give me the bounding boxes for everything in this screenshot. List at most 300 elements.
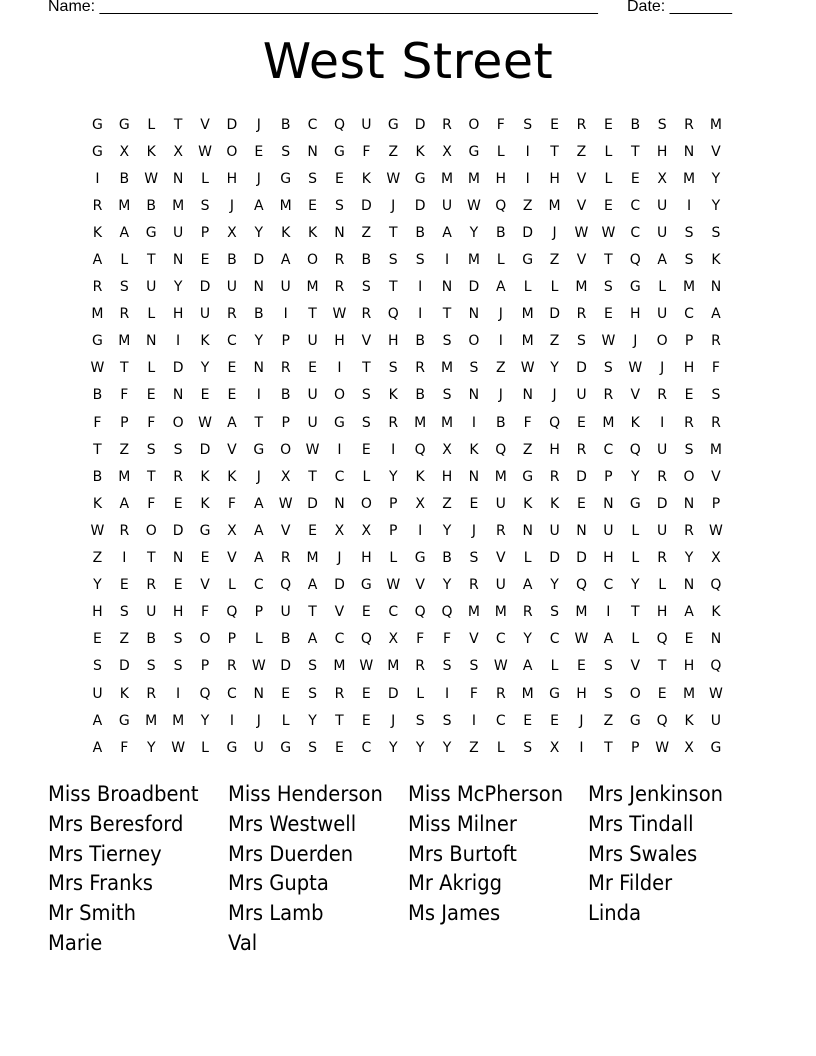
grid-letter[interactable]: S (146, 658, 156, 675)
grid-letter[interactable]: B (227, 252, 237, 269)
grid-letter[interactable]: S (684, 441, 694, 458)
grid-letter[interactable]: P (389, 522, 398, 539)
grid-letter[interactable]: T (93, 441, 102, 458)
grid-letter[interactable]: N (172, 387, 184, 404)
grid-letter[interactable]: A (522, 577, 533, 594)
grid-letter[interactable]: Q (226, 604, 238, 621)
grid-letter[interactable]: S (173, 658, 183, 675)
grid-letter[interactable]: S (603, 685, 613, 702)
grid-letter[interactable]: U (307, 387, 318, 404)
grid-letter[interactable]: H (92, 604, 103, 621)
grid-letter[interactable]: E (308, 197, 317, 214)
grid-letter[interactable]: E (577, 658, 586, 675)
grid-letter[interactable]: S (388, 360, 398, 377)
grid-letter[interactable]: L (631, 631, 640, 648)
grid-letter[interactable]: U (657, 522, 668, 539)
grid-letter[interactable]: V (576, 170, 587, 187)
grid-letter[interactable]: K (630, 414, 640, 431)
grid-letter[interactable]: H (549, 441, 560, 458)
grid-letter[interactable]: R (684, 414, 694, 431)
grid-letter[interactable]: R (92, 279, 103, 296)
grid-letter[interactable]: J (391, 197, 396, 214)
grid-letter[interactable]: C (603, 577, 614, 594)
grid-letter[interactable]: O (307, 252, 319, 269)
grid-letter[interactable]: K (119, 685, 129, 702)
grid-letter[interactable]: Q (414, 604, 426, 621)
grid-letter[interactable]: Q (710, 577, 722, 594)
grid-letter[interactable]: B (415, 333, 425, 350)
grid-letter[interactable]: C (227, 685, 237, 702)
grid-letter[interactable]: A (92, 739, 103, 756)
grid-letter[interactable]: Y (469, 224, 479, 241)
grid-letter[interactable]: H (172, 306, 184, 323)
grid-letter[interactable]: Y (442, 522, 452, 539)
grid-letter[interactable]: M (118, 468, 131, 485)
grid-letter[interactable]: K (200, 495, 210, 512)
grid-letter[interactable]: K (523, 495, 533, 512)
grid-letter[interactable]: H (656, 143, 668, 160)
grid-letter[interactable]: U (657, 441, 668, 458)
grid-letter[interactable]: Z (496, 360, 506, 377)
grid-letter[interactable]: E (550, 712, 560, 729)
grid-letter[interactable]: E (200, 252, 210, 269)
grid-letter[interactable]: Q (656, 631, 668, 648)
grid-letter[interactable]: K (281, 224, 291, 241)
grid-letter[interactable]: F (469, 685, 478, 702)
grid-letter[interactable]: X (415, 495, 425, 512)
grid-letter[interactable]: T (254, 414, 264, 431)
grid-letter[interactable]: G (549, 685, 561, 702)
grid-letter[interactable]: Y (254, 224, 264, 241)
grid-letter[interactable]: M (306, 279, 319, 296)
grid-letter[interactable]: T (604, 252, 613, 269)
grid-letter[interactable]: S (442, 333, 452, 350)
grid-letter[interactable]: B (442, 550, 452, 567)
grid-letter[interactable]: E (335, 739, 344, 756)
grid-letter[interactable]: T (120, 360, 129, 377)
grid-letter[interactable]: F (523, 414, 532, 431)
grid-letter[interactable]: E (361, 685, 371, 702)
grid-letter[interactable]: E (550, 116, 560, 133)
grid-letter[interactable]: M (682, 685, 696, 702)
grid-letter[interactable]: K (92, 224, 103, 241)
grid-letter[interactable]: Q (549, 414, 561, 431)
grid-letter[interactable]: X (657, 170, 667, 187)
grid-letter[interactable]: E (254, 143, 264, 160)
grid-letter[interactable]: U (172, 224, 184, 241)
grid-letter[interactable]: S (388, 252, 398, 269)
grid-letter[interactable]: K (711, 604, 721, 621)
grid-letter[interactable]: E (523, 712, 533, 729)
grid-letter[interactable]: A (711, 306, 721, 323)
grid-letter[interactable]: L (147, 306, 156, 323)
grid-letter[interactable]: S (281, 143, 291, 160)
grid-letter[interactable]: G (92, 116, 103, 133)
grid-letter[interactable]: Z (469, 739, 479, 756)
grid-letter[interactable]: G (199, 522, 211, 539)
grid-letter[interactable]: T (442, 306, 452, 323)
grid-letter[interactable]: K (415, 143, 425, 160)
grid-letter[interactable]: J (391, 712, 396, 729)
grid-letter[interactable]: R (388, 414, 399, 431)
grid-letter[interactable]: P (281, 333, 290, 350)
grid-letter[interactable]: M (333, 658, 346, 675)
grid-letter[interactable]: M (709, 116, 722, 133)
grid-letter[interactable]: D (468, 279, 480, 296)
grid-letter[interactable]: G (92, 333, 103, 350)
grid-letter[interactable]: Y (550, 577, 559, 594)
grid-letter[interactable]: J (498, 387, 503, 404)
grid-letter[interactable]: T (550, 143, 559, 160)
grid-letter[interactable]: M (440, 360, 454, 377)
grid-letter[interactable]: F (120, 739, 129, 756)
grid-letter[interactable]: M (145, 712, 158, 729)
grid-letter[interactable]: E (308, 522, 317, 539)
grid-letter[interactable]: S (603, 279, 613, 296)
grid-letter[interactable]: Q (629, 441, 641, 458)
grid-letter[interactable]: S (577, 333, 586, 350)
grid-letter[interactable]: L (631, 550, 640, 567)
grid-letter[interactable]: S (684, 252, 694, 269)
grid-letter[interactable]: J (256, 170, 261, 187)
grid-letter[interactable]: L (496, 143, 505, 160)
grid-letter[interactable]: B (119, 170, 130, 187)
grid-letter[interactable]: E (361, 441, 371, 458)
grid-letter[interactable]: Y (442, 577, 452, 594)
grid-letter[interactable]: A (254, 522, 264, 539)
grid-letter[interactable]: Z (442, 495, 452, 512)
grid-letter[interactable]: U (603, 522, 614, 539)
grid-letter[interactable]: M (467, 252, 480, 269)
grid-letter[interactable]: X (227, 522, 237, 539)
grid-letter[interactable]: E (577, 495, 586, 512)
grid-letter[interactable]: E (361, 604, 371, 621)
grid-letter[interactable]: W (466, 197, 481, 214)
grid-letter[interactable]: N (253, 279, 265, 296)
grid-letter[interactable]: D (226, 116, 238, 133)
grid-letter[interactable]: Z (522, 197, 533, 214)
grid-letter[interactable]: N (710, 279, 722, 296)
grid-letter[interactable]: S (415, 712, 425, 729)
grid-letter[interactable]: C (549, 631, 560, 648)
grid-letter[interactable]: P (389, 495, 398, 512)
grid-letter[interactable]: P (604, 468, 613, 485)
grid-letter[interactable]: J (498, 306, 503, 323)
grid-letter[interactable]: Z (92, 550, 103, 567)
grid-letter[interactable]: U (280, 279, 291, 296)
grid-letter[interactable]: U (657, 197, 668, 214)
grid-letter[interactable]: E (603, 116, 613, 133)
grid-letter[interactable]: E (200, 550, 210, 567)
grid-letter[interactable]: G (145, 224, 157, 241)
grid-letter[interactable]: P (227, 631, 237, 648)
grid-letter[interactable]: G (334, 414, 345, 431)
grid-letter[interactable]: V (576, 197, 587, 214)
grid-letter[interactable]: W (332, 306, 347, 323)
grid-letter[interactable]: V (496, 550, 506, 567)
grid-letter[interactable]: O (468, 116, 480, 133)
grid-letter[interactable]: A (119, 224, 130, 241)
grid-letter[interactable]: X (119, 143, 130, 160)
grid-letter[interactable]: R (549, 468, 560, 485)
grid-letter[interactable]: W (601, 224, 616, 241)
grid-letter[interactable]: Q (629, 252, 641, 269)
grid-letter[interactable]: G (226, 739, 238, 756)
grid-letter[interactable]: G (253, 441, 265, 458)
grid-letter[interactable]: R (711, 414, 721, 431)
grid-letter[interactable]: P (200, 658, 210, 675)
grid-letter[interactable]: E (227, 360, 237, 377)
grid-letter[interactable]: E (361, 712, 371, 729)
grid-letter[interactable]: T (388, 224, 398, 241)
grid-letter[interactable]: M (440, 414, 454, 431)
grid-letter[interactable]: D (199, 441, 211, 458)
grid-letter[interactable]: O (683, 468, 695, 485)
grid-letter[interactable]: G (280, 739, 292, 756)
grid-letter[interactable]: H (334, 333, 345, 350)
grid-letter[interactable]: R (361, 306, 372, 323)
grid-letter[interactable]: X (227, 224, 237, 241)
grid-letter[interactable]: W (171, 739, 186, 756)
grid-letter[interactable]: N (172, 550, 184, 567)
grid-letter[interactable]: A (92, 252, 103, 269)
grid-letter[interactable]: T (308, 468, 317, 485)
grid-letter[interactable]: R (92, 197, 103, 214)
grid-letter[interactable]: W (709, 685, 723, 702)
grid-letter[interactable]: E (657, 685, 667, 702)
grid-letter[interactable]: J (660, 360, 665, 377)
grid-letter[interactable]: T (388, 279, 398, 296)
grid-letter[interactable]: Y (93, 577, 102, 594)
grid-letter[interactable]: T (146, 252, 156, 269)
grid-letter[interactable]: K (307, 224, 318, 241)
grid-letter[interactable]: X (361, 522, 372, 539)
grid-letter[interactable]: H (629, 306, 641, 323)
grid-letter[interactable]: V (227, 441, 237, 458)
grid-letter[interactable]: G (710, 739, 722, 756)
grid-letter[interactable]: D (118, 658, 130, 675)
grid-letter[interactable]: D (576, 360, 587, 377)
grid-letter[interactable]: K (200, 468, 210, 485)
grid-letter[interactable]: W (144, 170, 159, 187)
grid-letter[interactable]: X (280, 468, 291, 485)
grid-letter[interactable]: I (229, 712, 234, 729)
grid-letter[interactable]: S (711, 387, 721, 404)
grid-letter[interactable]: E (119, 577, 129, 594)
grid-letter[interactable]: U (549, 522, 560, 539)
grid-letter[interactable]: T (657, 658, 667, 675)
grid-letter[interactable]: Q (656, 712, 668, 729)
grid-letter[interactable]: A (442, 224, 452, 241)
grid-letter[interactable]: G (629, 279, 641, 296)
grid-letter[interactable]: R (657, 387, 668, 404)
grid-letter[interactable]: Y (173, 279, 183, 296)
grid-letter[interactable]: R (227, 306, 237, 323)
grid-letter[interactable]: U (361, 116, 372, 133)
grid-letter[interactable]: M (521, 306, 534, 323)
grid-letter[interactable]: X (711, 550, 721, 567)
grid-letter[interactable]: R (603, 387, 614, 404)
grid-letter[interactable]: N (334, 224, 345, 241)
grid-letter[interactable]: Y (415, 739, 425, 756)
grid-letter[interactable]: B (146, 197, 157, 214)
grid-letter[interactable]: G (118, 116, 130, 133)
grid-letter[interactable]: B (146, 631, 157, 648)
grid-letter[interactable]: Q (495, 197, 507, 214)
grid-letter[interactable]: I (686, 197, 692, 214)
grid-letter[interactable]: M (440, 170, 454, 187)
grid-letter[interactable]: M (467, 170, 480, 187)
grid-letter[interactable]: B (92, 468, 103, 485)
grid-letter[interactable]: K (711, 252, 721, 269)
grid-letter[interactable]: I (283, 306, 288, 323)
grid-letter[interactable]: J (552, 387, 557, 404)
grid-letter[interactable]: L (120, 252, 129, 269)
grid-letter[interactable]: Q (414, 441, 426, 458)
grid-letter[interactable]: D (172, 522, 184, 539)
grid-letter[interactable]: M (494, 604, 507, 621)
grid-letter[interactable]: M (279, 197, 292, 214)
grid-letter[interactable]: M (521, 333, 534, 350)
grid-letter[interactable]: D (199, 279, 211, 296)
grid-letter[interactable]: W (386, 170, 401, 187)
grid-letter[interactable]: N (441, 279, 453, 296)
grid-letter[interactable]: R (657, 550, 668, 567)
grid-letter[interactable]: T (308, 306, 317, 323)
grid-letter[interactable]: W (520, 360, 535, 377)
grid-letter[interactable]: L (604, 143, 613, 160)
grid-letter[interactable]: R (711, 333, 721, 350)
grid-letter[interactable]: G (280, 170, 292, 187)
grid-letter[interactable]: G (387, 116, 399, 133)
grid-letter[interactable]: F (711, 360, 720, 377)
grid-letter[interactable]: G (414, 170, 426, 187)
grid-letter[interactable]: W (386, 577, 401, 594)
grid-letter[interactable]: D (549, 306, 560, 323)
grid-letter[interactable]: B (496, 414, 506, 431)
grid-letter[interactable]: B (496, 224, 506, 241)
grid-letter[interactable]: R (119, 522, 130, 539)
grid-letter[interactable]: N (522, 522, 533, 539)
grid-letter[interactable]: M (306, 550, 319, 567)
grid-letter[interactable]: L (550, 658, 559, 675)
grid-letter[interactable]: U (199, 306, 211, 323)
grid-letter[interactable]: S (361, 414, 371, 431)
grid-letter[interactable]: U (495, 577, 506, 594)
grid-letter[interactable]: G (629, 495, 641, 512)
grid-letter[interactable]: N (468, 387, 480, 404)
grid-letter[interactable]: J (471, 522, 476, 539)
grid-letter[interactable]: I (525, 170, 530, 187)
grid-letter[interactable]: R (495, 685, 506, 702)
grid-letter[interactable]: S (657, 116, 667, 133)
grid-letter[interactable]: E (469, 495, 479, 512)
grid-letter[interactable]: M (172, 197, 185, 214)
grid-letter[interactable]: H (656, 604, 668, 621)
grid-letter[interactable]: A (307, 631, 318, 648)
grid-letter[interactable]: W (90, 360, 105, 377)
grid-letter[interactable]: Y (684, 550, 694, 567)
grid-letter[interactable]: U (280, 604, 291, 621)
grid-letter[interactable]: E (684, 631, 694, 648)
grid-letter[interactable]: K (227, 468, 237, 485)
grid-letter[interactable]: K (469, 441, 479, 458)
grid-letter[interactable]: N (334, 495, 345, 512)
grid-letter[interactable]: L (281, 712, 290, 729)
grid-letter[interactable]: Q (495, 441, 507, 458)
grid-letter[interactable]: G (522, 252, 534, 269)
date-field[interactable]: Date: _______ (627, 0, 732, 15)
grid-letter[interactable]: W (278, 495, 293, 512)
grid-letter[interactable]: W (655, 739, 670, 756)
grid-letter[interactable]: D (280, 658, 292, 675)
grid-letter[interactable]: L (523, 279, 532, 296)
grid-letter[interactable]: S (308, 739, 318, 756)
grid-letter[interactable]: C (307, 116, 318, 133)
grid-letter[interactable]: T (604, 739, 613, 756)
grid-letter[interactable]: Y (388, 739, 398, 756)
grid-letter[interactable]: L (201, 739, 209, 756)
grid-letter[interactable]: Q (280, 577, 292, 594)
grid-letter[interactable]: O (280, 441, 292, 458)
grid-letter[interactable]: A (92, 712, 103, 729)
grid-letter[interactable]: X (442, 143, 452, 160)
grid-letter[interactable]: Y (630, 468, 640, 485)
grid-letter[interactable]: N (468, 306, 480, 323)
grid-letter[interactable]: I (391, 441, 396, 458)
grid-letter[interactable]: E (146, 387, 156, 404)
grid-letter[interactable]: G (468, 143, 480, 160)
grid-letter[interactable]: A (307, 577, 318, 594)
grid-letter[interactable]: R (442, 116, 452, 133)
grid-letter[interactable]: I (122, 550, 127, 567)
grid-letter[interactable]: H (226, 170, 238, 187)
grid-letter[interactable]: R (146, 685, 157, 702)
grid-letter[interactable]: L (416, 685, 425, 702)
grid-letter[interactable]: Z (549, 333, 560, 350)
grid-letter[interactable]: N (145, 333, 157, 350)
grid-letter[interactable]: I (471, 712, 476, 729)
grid-letter[interactable]: T (630, 143, 640, 160)
grid-letter[interactable]: M (467, 604, 480, 621)
grid-letter[interactable]: I (418, 279, 423, 296)
grid-letter[interactable]: L (254, 631, 263, 648)
grid-letter[interactable]: D (253, 252, 265, 269)
grid-letter[interactable]: M (575, 604, 588, 621)
grid-letter[interactable]: A (522, 658, 533, 675)
grid-letter[interactable]: W (251, 658, 266, 675)
grid-letter[interactable]: I (525, 143, 530, 160)
grid-letter[interactable]: R (334, 279, 345, 296)
grid-letter[interactable]: J (633, 333, 638, 350)
grid-letter[interactable]: I (660, 414, 665, 431)
grid-letter[interactable]: L (604, 170, 613, 187)
grid-letter[interactable]: U (146, 279, 157, 296)
grid-letter[interactable]: Q (387, 306, 399, 323)
grid-letter[interactable]: C (603, 441, 614, 458)
grid-letter[interactable]: N (253, 360, 265, 377)
grid-letter[interactable]: A (254, 495, 264, 512)
grid-letter[interactable]: B (280, 631, 291, 648)
grid-letter[interactable]: X (684, 739, 694, 756)
grid-letter[interactable]: U (495, 495, 506, 512)
grid-letter[interactable]: S (361, 279, 371, 296)
grid-letter[interactable]: G (360, 577, 372, 594)
grid-letter[interactable]: O (360, 495, 372, 512)
grid-letter[interactable]: R (227, 658, 237, 675)
grid-letter[interactable]: B (253, 306, 264, 323)
grid-letter[interactable]: U (441, 197, 453, 214)
